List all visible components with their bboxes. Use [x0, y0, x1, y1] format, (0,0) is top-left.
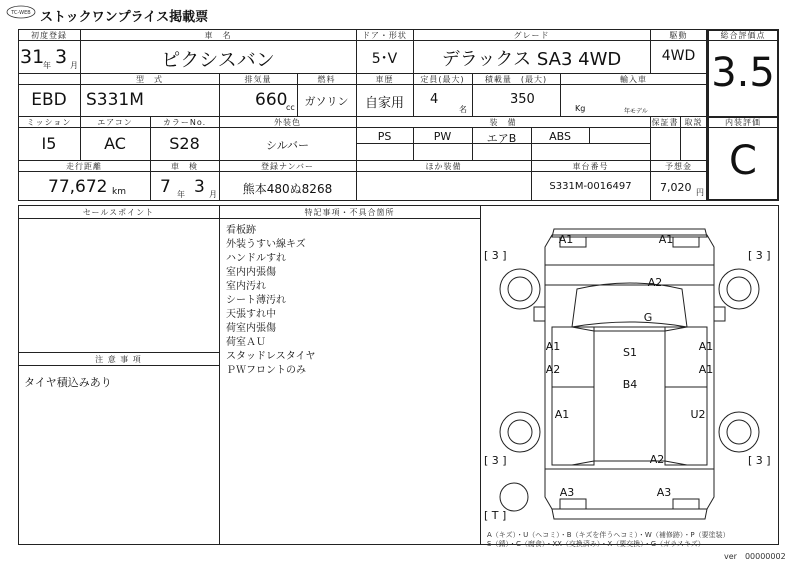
car-name: ピクシスバン [161, 49, 275, 71]
model-year-label: 年モデル [624, 108, 648, 115]
page-title: ストックワンプライス掲載票 [40, 10, 209, 25]
displacement-label: 排気量 [244, 75, 272, 84]
remark-item: 荷室ＡＵ [226, 337, 266, 348]
remark-item: 看板跡 [226, 225, 256, 236]
car-diagram [482, 207, 777, 527]
damage-mark: A2 [545, 363, 561, 376]
drive-label: 駆動 [669, 31, 688, 40]
damage-mark: A1 [698, 340, 714, 353]
damage-mark: A1 [554, 408, 570, 421]
price: 7,020 [660, 181, 692, 194]
damage-mark: A3 [656, 486, 672, 499]
interior-score-label: 内装評価 [725, 118, 761, 127]
door-type-label: ドア・形状 [362, 31, 407, 40]
damage-mark: A2 [647, 276, 663, 289]
remark-item: シート薄汚れ [226, 295, 286, 306]
price-label: 予想金 [665, 162, 692, 171]
damage-mark: B4 [622, 378, 638, 391]
tire-mark-rr: [ 3 ] [748, 454, 771, 467]
first-reg-label: 初度登録 [31, 31, 67, 40]
warranty-label: 保証書 [651, 118, 679, 127]
first-reg-year-unit: 年 [43, 61, 51, 70]
mileage-label: 走行距離 [66, 162, 102, 171]
notes-label: 特記事項・不具合箇所 [304, 208, 395, 217]
fuel-label: 燃料 [317, 75, 336, 84]
tire-mark-rl: [ 3 ] [484, 454, 507, 467]
remark-item: ＰＷフロントのみ [226, 365, 306, 376]
caution-text: タイヤ積込みあり [24, 376, 112, 389]
chassis-no-label: 車台番号 [572, 162, 609, 171]
legend-line: S（錆）・C（腐食）・XX（交換済み）・X（要交換）・G（ガラスキズ） [487, 540, 705, 548]
aircon: AC [104, 134, 126, 153]
damage-mark: A1 [658, 233, 674, 246]
aircon-label: エアコン [97, 118, 133, 127]
color-no-label: カラーNo. [162, 118, 207, 127]
tire-mark-fl: [ 3 ] [484, 249, 507, 262]
model-prefix: EBD [31, 90, 67, 110]
color-no: S28 [169, 134, 200, 153]
damage-mark: A2 [649, 453, 665, 466]
legend-line: A（キズ）・U（ヘコミ）・B（キズを伴うヘコミ）・W（補修跡）・P（要塗装） [487, 531, 730, 539]
inspection-label: 車 検 [171, 162, 198, 171]
remark-item: 荷室内張傷 [226, 323, 276, 334]
inspection-year-unit: 年 [177, 190, 185, 199]
mission: I5 [41, 134, 57, 153]
damage-mark: A1 [558, 233, 574, 246]
chassis-number: S331M-0016497 [549, 181, 632, 192]
capacity-label: 定員(最大) [420, 75, 465, 84]
mission-label: ミッション [26, 118, 72, 127]
equipment-ps: PS [377, 130, 392, 143]
damage-mark: U2 [690, 408, 706, 421]
remark-item: 室内内張傷 [226, 267, 276, 278]
model-code: S331M [86, 90, 144, 110]
mileage-unit: km [112, 187, 126, 197]
mileage: 77,672 [48, 177, 108, 197]
remark-item: スタッドレスタイヤ [226, 351, 316, 362]
inspection-year: 7 [160, 177, 171, 197]
history-label: 車歴 [375, 75, 394, 84]
grade: デラックス SA3 4WD [441, 49, 622, 70]
history: 自家用 [364, 96, 404, 111]
car-name-label: 車 名 [204, 31, 232, 40]
damage-mark: A1 [545, 340, 561, 353]
drive-type: 4WD [661, 48, 696, 64]
first-reg-month: 3 [55, 46, 68, 68]
exterior-color-label: 外装色 [274, 118, 301, 127]
equipment-abs: ABS [549, 130, 571, 143]
door-type: 5･V [371, 51, 398, 67]
capacity-unit: 名 [459, 105, 467, 114]
caution-label: 注 意 事 項 [95, 355, 142, 364]
displacement-unit: cc [286, 103, 295, 112]
version-label: ver 00000002 [724, 552, 786, 561]
model-label: 型 式 [136, 75, 163, 84]
displacement: 660 [255, 90, 288, 110]
inspection-month-unit: 月 [209, 190, 217, 199]
remark-item: ハンドルすれ [226, 253, 286, 264]
first-reg-month-unit: 月 [70, 61, 78, 70]
equipment-pw: PW [433, 130, 452, 143]
tc-web-logo [6, 5, 36, 19]
tire-mark-spare: [ T ] [484, 509, 507, 522]
overall-score: 3.5 [711, 50, 775, 96]
import-label: 輸入車 [620, 75, 647, 84]
equipment-label: 装 備 [489, 118, 517, 127]
remark-item: 天張すれ中 [226, 309, 276, 320]
damage-mark: S1 [623, 346, 637, 359]
remark-item: 外装うすい線キズ [226, 239, 306, 250]
capacity: 4 [430, 92, 439, 107]
inspection-month: 3 [194, 177, 205, 197]
first-reg-year: 31 [20, 46, 45, 68]
damage-mark: G [643, 311, 653, 324]
exterior-color: シルバー [266, 139, 309, 152]
damage-mark: A3 [559, 486, 575, 499]
overall-score-label: 総合評価点 [720, 31, 766, 40]
logo-text: TC-WEB [11, 10, 31, 16]
plate-number: 熊本480ぬ8268 [242, 182, 333, 196]
load: 350 [510, 92, 535, 107]
interior-score: C [729, 138, 757, 184]
manual-label: 取説 [684, 118, 703, 127]
price-unit: 円 [696, 188, 704, 197]
tire-mark-fr: [ 3 ] [748, 249, 771, 262]
plate-label: 登録ナンバー [260, 162, 315, 171]
equipment-airbag: エアB [486, 132, 517, 145]
damage-mark: A1 [698, 363, 714, 376]
sales-point-label: セールスポイント [82, 208, 155, 217]
fuel: ガソリン [304, 95, 349, 108]
remark-item: 室内汚れ [226, 281, 266, 292]
load-label: 積載量 (最大) [484, 75, 548, 84]
grade-label: グレード [513, 31, 550, 40]
other-equipment-label: ほか装備 [425, 162, 462, 171]
load-unit: Kg [575, 104, 586, 113]
